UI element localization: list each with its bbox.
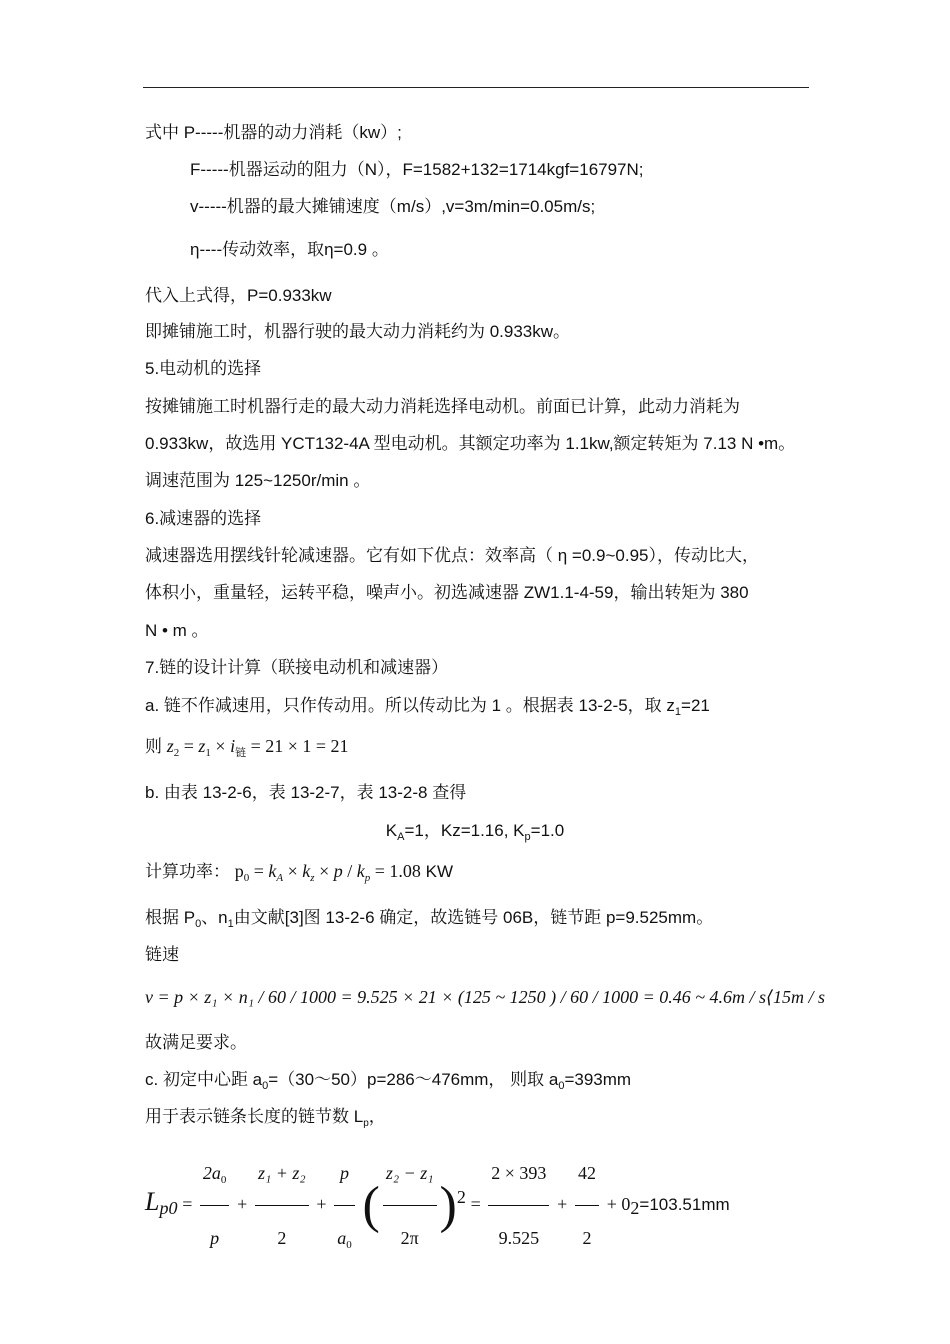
fraction: $\frac{42}{2}$ [575,1143,599,1268]
text-line: 用于表示链条长度的链节数 $L_p$， [145,1107,386,1129]
text-line: 代入上式得，P=0.933kw [145,286,332,305]
text-line: 体积小，重量轻，运转平稳，噪声小。初选减速器 ZW1.1-4-59，输出转矩为 380 [145,583,749,602]
text-line: η----传动效率，取η=0.9 。 [190,240,389,259]
text-line: 减速器选用摆线针轮减速器。它有如下优点：效率高（ η =0.9~0.95），传动比大， [145,546,759,565]
text-line: 式中 P-----机器的动力消耗（kw）; [145,123,402,142]
text-line: a. 链不作减速用，只作传动用。所以传动比为 1 。根据表 13-2-5，取 $z_1=21$ [145,696,710,718]
fraction: $\frac{2a_0}{p}$ [200,1143,230,1268]
equation-z2: 则 $z_2 = z_1 \times i_链 = 21 \times 1 = 21$ [145,736,349,759]
section-heading: 6.减速器的选择 [145,509,262,528]
fraction: $\frac{\text{z₁ + z₂}}{2}$ [255,1143,309,1268]
fraction: $\frac{\text{z₂ − z₁}}{2\pi}$ [383,1143,437,1268]
section-heading: 7.链的设计计算（联接电动机和减速器） [145,658,449,677]
text-line: c. 初定中心距 $a_0=(30\sim 50)p=286\sim 476mm$， 则取 $a_0=393mm$ [145,1070,632,1092]
fraction: $\frac{p}{a_0}$ [334,1143,355,1268]
text-line: 按摊铺施工时机器行走的最大动力消耗选择电动机。前面已计算，此动力消耗为 [145,397,740,416]
text-line: 链速 [145,945,179,964]
text-line: v-----机器的最大摊铺速度（m/s）,v=3m/min=0.05m/s; [190,197,596,216]
text-line: 故满足要求。 [145,1033,247,1052]
text-line: F-----机器运动的阻力（N），F=1582+132=1714kgf=16797N; [190,160,644,179]
fraction: $\frac{2 \times 393}{9.525}$ [488,1143,549,1268]
equation-chain-speed: v = p × z₁ × n₁ / 60 / 1000 = 9.525 × 21 × (125 ~ 1250 ) / 60 / 1000 = 0.46 ~ 4.6m / s⟨15m / s [145,987,826,1007]
text-line: 即摊铺施工时，机器行驶的最大动力消耗约为 0.933kw。 [145,322,571,341]
text-line: 0.933kw，故选用 YCT132-4A 型电动机。其额定功率为 1.1kw,额定转矩为 7.13 N •m。 [145,434,796,453]
text-line: 根据 $P_0$、$n_1$由文献[3]图 13-2-6 确定，故选链号 06B，链节距 p=9.525mm。 [145,908,714,930]
equation-power: 计算功率： $p_0 = k_A \times k_z \times p / k_p = 1.08$ KW [145,861,454,884]
equation-chain-length: $L_{p0}$ = $\frac{2a_0}{p}$ + $\frac{\text{z₁ + z₂}}{2}$ + $\frac{p}{a_0}$ ( $\frac{\text{z₂ − z₁}}{2\pi}$ )$^2$ = $\frac{2 \times 393}{9.525}$ + $\frac{42}{2}$ + $0_2=103.51mm$ [145,1143,730,1268]
text-line: b. 由表 13-2-6，表 13-2-7，表 13-2-8 查得 [145,783,467,802]
section-heading: 5.电动机的选择 [145,359,262,378]
text-line: N • m 。 [145,621,209,640]
text-line: 调速范围为 125~1250r/min 。 [145,471,371,490]
coefficients-line: $K_A=1$，Kz=1.16, $K_p=1.0$ [385,821,565,843]
header-rule [143,87,809,88]
